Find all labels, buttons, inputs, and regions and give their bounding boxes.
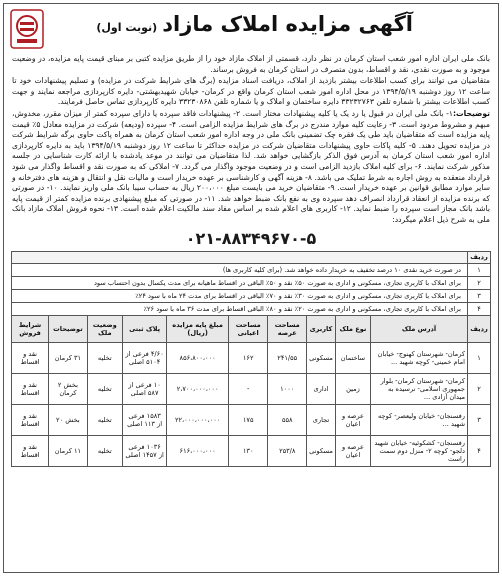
cell-price: ۲۲،۰۰۰،۰۰۰،۰۰۰ — [167, 404, 229, 435]
page-title: آگهی مزایده املاک مازاد — [162, 12, 413, 36]
applicants-paragraph: متقاضیان می توانند برای کسب اطلاعات بیشتر بازدید از املاک، دریافت اسناد مزایده (برگ های شرایط شرکت در مزایده) و تسلیم پیشنهادات خود تا ساعت ۱۲ روز دوشنبه ۱۳۹۴/۵/۱۹ در محل اداره امور شعب استان کرمان واقع در کرمان- خیابان شهیدبهشتی- دایره کارپردازی مراجعه نمایند و جهت کسب اطلاعات بیشتر با شماره تلفن ۳۳۲۳۲۷۶۳ دایره ساختمان و املاک و یا شماره تلفن ۳۳۲۳۰۸۶۸ دایره کارپردازی تماس حاصل فرمایند. — [12, 76, 490, 107]
cell-num: ۲ — [468, 373, 491, 404]
cell-type: ساختمان — [335, 342, 370, 373]
cell-plaque: ۱۵۸۳ فرعی از ۱۱۳ اصلی — [122, 404, 166, 435]
phone-number: ۰۲۱-۸۸۳۴۹۶۷۰-۵ — [185, 228, 317, 248]
cell-area: ۲۵۳/۸ — [268, 435, 307, 466]
notes-paragraph — [12, 109, 490, 226]
cell-building: ۱۷۵ — [228, 404, 267, 435]
cell-building: ۱۶۲ — [228, 342, 267, 373]
cell-usage: مسکونی — [307, 435, 336, 466]
col-header-building: مساحت اعیانی — [228, 315, 267, 342]
notes-text: ۱- بانک ملی ایران در قبول یا رد یک یا کلیه پیشنهادات مختار است. ۲- پیشنهادات فاقد سپرده یا دارای سپرده کمتر از میزان مقرر، مخدوش، مبهم و مشروط مردود است. ۳- رعایت کلیه موارد مندرج در برگ های شرایط مزایده الزامی است. ۴- سپرده (ودیعه) شرکت در مزایده معادل ۵٪ قیمت پایه مزایده است که متقاضیان باید طی یک فقره چک تضمینی بانک ملی در وجه اداره امور شعب استان کرمان به همراه پاکت حاوی برگه شرایط شرکت در مزایده تحویل دهند. ۵- کلیه پاکات حاوی پیشنهادات متقاضیان شرکت در مزایده حداکثر تا ساعت ۱۲ روز دوشنبه ۱۳۹۴/۵/۱۹ باید به دایره کارپردازی اداره امور شعب استان کرمان به آدرس فوق الذکر بازگشایی خواهد شد. لذا متقاضیان می توانند در موعد یادشده با ارائه کارت شناسایی در جلسه مذکور شرکت نمایند. ۶- برای کلیه املاک بازدید الزامی است و در وضعیت موجود واگذار می گردد. ۷- املاکی که به صورت نقد و اقساط واگذار می شود قرارداد منعقده به روش اجاره به شرط تملیک می باشد. ۸- هزینه آگهی و کارشناسی بر عهده خریدار است و مالیات نقل و انتقال و هزینه های دفترخانه و سایر موارد مطابق قوانین بر عهده خریدار است. ۹- متقاضیان خرید می بایست مبلغ ۲۰۰،۰۰۰ ریال به حساب سیبا بانک ملی واریز نمایند. ۱۰- در صورتی که برنده مزایده از انعقاد قرارداد انصراف دهد سپرده وی به نفع بانک ضبط خواهد شد. ۱۱- در صورتی که مبلغ پیشنهادی برنده مزایده کمتر از قیمت پایه باشد بانک مجاز است سپرده را ضبط نماید. ۱۲- کاربری های اعلام شده بر اساس مفاد سند مالکیت اعلام شده است. ۱۳- نحوه فروش املاک مازاد بانک ملی به شرح ذیل اعلام میگردد: — [12, 108, 490, 224]
cell-area: ۲۴۱/۵۵ — [268, 342, 307, 373]
cell-plaque: ۱۰۳۶ فرعی از ۱۴۵۷ اصلی — [122, 435, 166, 466]
cell-building: - — [228, 373, 267, 404]
intro-paragraph: بانک ملی ایران اداره امور شعب استان کرمان در نظر دارد، قسمتی از املاک مازاد خود را از طریق مزایده کتبی بر مبنای قیمت پایه مزایده، در وضعیت موجود و به صورت نقدی، نقد و اقساط، بدون متصرف در استان کرمان به فروش برساند. — [12, 54, 490, 74]
table-row — [12, 342, 491, 373]
cell-terms: نقد و اقساط — [12, 342, 49, 373]
sale-terms-text: برای املاک با کاربری تجاری، مسکونی و اداری به صورت ۵۰٪ نقد و ۵۰٪ الباقی در اقساط ماهیانه برای مدت یکسال بدون احتساب سود — [12, 276, 468, 289]
cell-desc: بخش ۲۰ — [49, 404, 88, 435]
sale-terms-text: برای املاک با کاربری تجاری، مسکونی و اداری به صورت ۲۰٪ نقد و ۸۰٪ الباقی اقساط برای مدت ۳۶ ماه با سود ۲۶٪ — [12, 302, 468, 315]
sale-terms-header-num: ردیف — [468, 251, 491, 263]
advertisement-page — [3, 3, 499, 573]
sale-terms-text: برای املاک با کاربری تجاری، مسکونی و اداری به صورت ۳۰٪ نقد و ۷۰٪ الباقی در اقساط برای مدت ۲۴ ماه با سود ۲۴٪ — [12, 289, 468, 302]
cell-status: تخلیه — [87, 342, 122, 373]
cell-terms: نقد و اقساط — [12, 404, 49, 435]
sale-terms-num: ۲ — [468, 276, 491, 289]
col-header-plaque: پلاک ثبتی — [122, 315, 166, 342]
col-header-terms: شرایط فروش — [12, 315, 49, 342]
cell-area: ۵۵۸ — [268, 404, 307, 435]
table-row — [12, 435, 491, 466]
cell-terms: نقد و اقساط — [12, 373, 49, 404]
cell-usage: مسکونی — [307, 342, 336, 373]
cell-type: عرصه و اعیان — [335, 435, 370, 466]
cell-desc: ۱۱ کرمان — [49, 435, 88, 466]
cell-building: ۱۳۰ — [228, 435, 267, 466]
cell-type: زمین — [335, 373, 370, 404]
sale-terms-row — [12, 289, 491, 302]
sale-terms-num: ۱ — [468, 263, 491, 276]
cell-status: تخلیه — [87, 373, 122, 404]
cell-area: ۱۰۰۰ — [268, 373, 307, 404]
header — [4, 4, 498, 54]
col-header-row-num: ردیف — [468, 315, 491, 342]
table-header-row — [12, 315, 491, 342]
cell-address: رفسنجان- خیابان ولیعصر- کوچه شهید ... — [371, 404, 468, 435]
cell-status: تخلیه — [87, 404, 122, 435]
sale-terms-row — [12, 263, 491, 276]
col-header-desc: توضیحات — [49, 315, 88, 342]
table-row — [12, 373, 491, 404]
sale-terms-text: در صورت خرید نقدی ۱۰ درصد تخفیف به خریدار داده خواهد شد. (برای کلیه کاربری ها) — [12, 263, 468, 276]
page-subtitle: (نوبت اول) — [96, 21, 158, 34]
cell-num: ۴ — [468, 435, 491, 466]
cell-plaque: ۱۰ فرعی از ۵۸۷ اصلی — [122, 373, 166, 404]
sale-terms-header — [12, 251, 468, 263]
cell-desc: بخش ۲ کرمان — [49, 373, 88, 404]
cell-address: کرمان- شهرستان کرمان- بلوار جمهوری اسلامی- نرسیده به میدان آزادی ... — [371, 373, 468, 404]
sale-terms-row — [12, 251, 491, 263]
sale-terms-num: ۳ — [468, 289, 491, 302]
col-header-area: مساحت عرصه — [268, 315, 307, 342]
bank-melli-logo-icon — [10, 9, 44, 49]
cell-num: ۱ — [468, 342, 491, 373]
sale-terms-row — [12, 302, 491, 315]
cell-address: کرمان- شهرستان کهنوج- خیابان امام خمینی- کوچه شهید ... — [371, 342, 468, 373]
cell-terms: نقد و اقساط — [12, 435, 49, 466]
col-header-usage: کاربری — [307, 315, 336, 342]
cell-address: رفسنجان- کشکوئیه- خیابان شهید دلجو- کوچه ۲- منزل دوم سمت راست — [371, 435, 468, 466]
cell-num: ۳ — [468, 404, 491, 435]
sale-terms-row — [12, 276, 491, 289]
col-header-price: مبلغ پایه مزایده (ریال) — [167, 315, 229, 342]
cell-price: ۸۵۶،۸۰۰،۰۰۰ — [167, 342, 229, 373]
table-row — [12, 404, 491, 435]
col-header-status: وضعیت ملک — [87, 315, 122, 342]
cell-desc: ۳۱ کرمان — [49, 342, 88, 373]
cell-usage: اداری — [307, 373, 336, 404]
cell-status: تخلیه — [87, 435, 122, 466]
cell-price: ۲،۷۰۰،۰۰۰،۰۰۰ — [167, 373, 229, 404]
col-header-address: آدرس ملک — [371, 315, 468, 342]
sale-terms-num: ۴ — [468, 302, 491, 315]
cell-usage: تجاری — [307, 404, 336, 435]
col-header-type: نوع ملک — [335, 315, 370, 342]
cell-price: ۶۱۶،۰۰۰،۰۰۰ — [167, 435, 229, 466]
title-block — [96, 12, 413, 36]
body-text — [4, 54, 498, 226]
auction-table — [11, 251, 491, 467]
cell-plaque: ۴/۶۰ فرعی از ۵۱۰۴ اصلی — [122, 342, 166, 373]
cell-type: عرصه و اعیان — [335, 404, 370, 435]
notes-label: توضیحات: — [452, 108, 490, 118]
